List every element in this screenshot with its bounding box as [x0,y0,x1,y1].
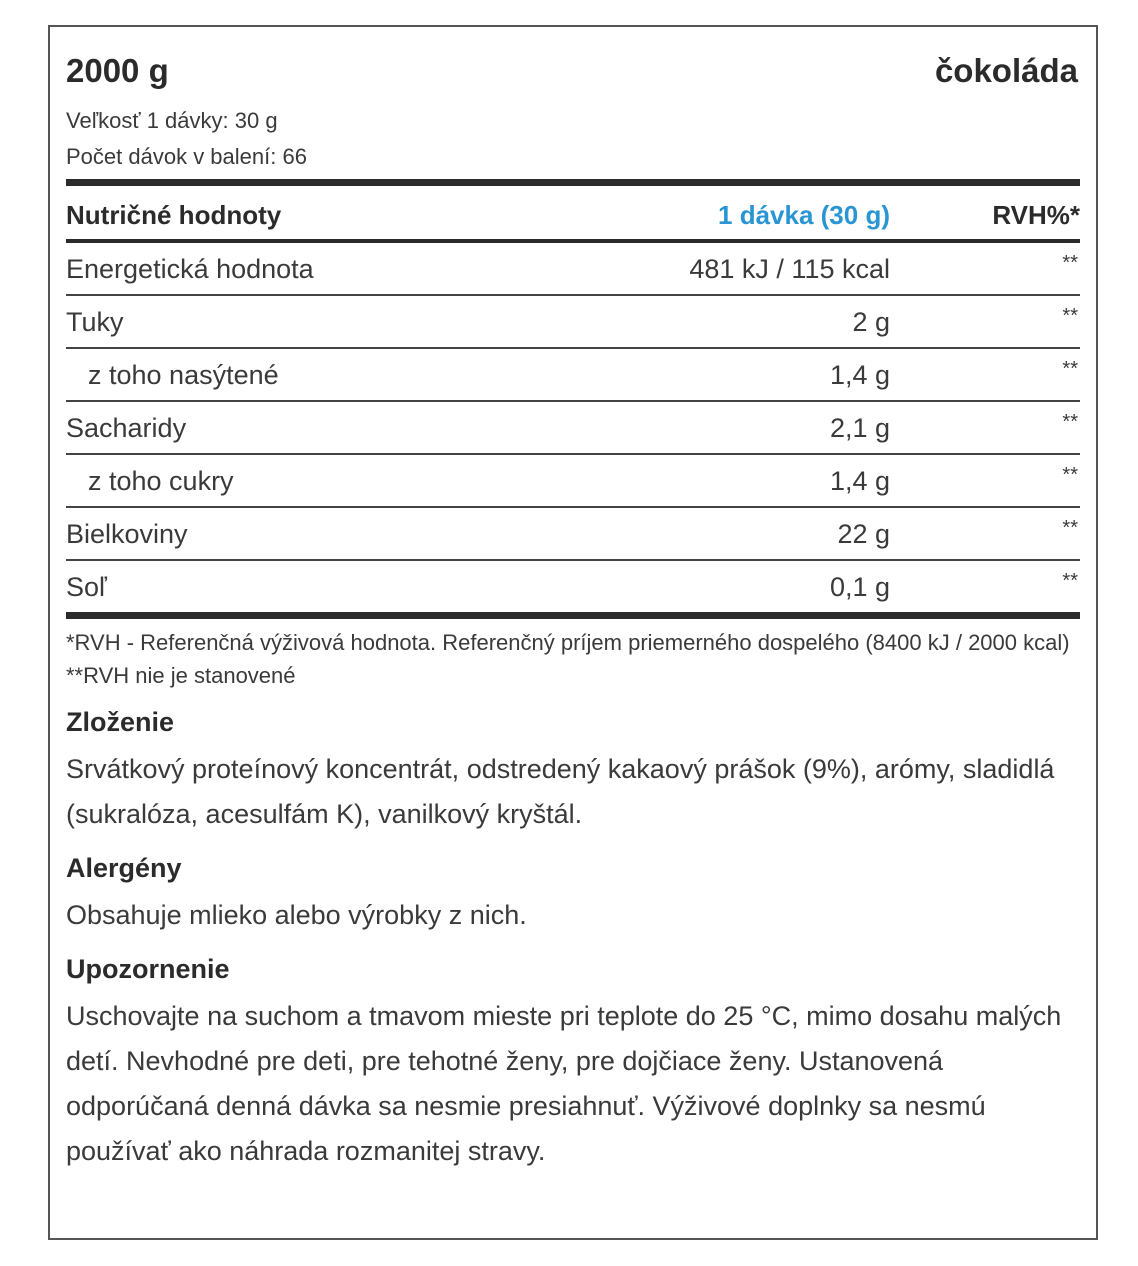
nutrient-name: z toho nasýtené [88,360,279,390]
nutrient-value: 1,4 g [829,360,890,390]
table-row [66,402,1080,453]
table-row [66,349,1080,400]
column-per-serving: 1 dávka (30 g) [718,200,890,230]
column-nutrition: Nutričné hodnoty [66,200,282,230]
nutrient-value: 481 kJ / 115 kcal [689,254,890,284]
nutrient-rvh: ** [1062,570,1078,592]
nutrient-rvh: ** [1062,358,1078,380]
nutrient-rvh: ** [1062,464,1078,486]
flavor-name: čokoláda [934,52,1078,89]
column-rvh: RVH%* [992,200,1080,230]
nutrient-value: 22 g [837,519,890,549]
serving-size: Veľkosť 1 dávky: 30 g [66,108,278,133]
label-content [66,27,1080,1174]
warning-text: Uschovajte na suchom a tmavom mieste pri teplote do 25 °C, mimo dosahu malých detí. Nevhodné pre deti, pre tehotné ženy, pre dojčiace ženy. Ustanovená odporúčaná denná dávka sa nesmie presiahnuť. Výživové doplnky sa nesmú používať ako náhrada rozmanitej stravy. [66,1001,1062,1166]
label-header [66,27,1080,113]
nutrient-name: Sacharidy [66,413,187,443]
table-row [66,508,1080,559]
nutrient-rvh: ** [1062,305,1078,327]
nutrient-name: z toho cukry [88,466,234,496]
package-weight: 2000 g [66,52,169,89]
table-row [66,455,1080,506]
servings-per-pack: Počet dávok v balení: 66 [66,144,307,169]
rvh-footnote: *RVH - Referenčná výživová hodnota. Referenčný príjem priemerného dospelého (8400 kJ / 2000 kcal) [66,630,1070,655]
nutrient-rvh: ** [1062,517,1078,539]
nutrient-value: 1,4 g [829,466,890,496]
divider-thick [66,179,1080,186]
nutrient-rvh: ** [1062,411,1078,433]
nutrient-name: Energetická hodnota [66,254,314,284]
nutrition-table-header [66,186,1080,239]
nutrient-value: 2 g [852,307,890,337]
table-row [66,243,1080,294]
nutrient-name: Tuky [66,307,124,337]
allergens-text: Obsahuje mlieko alebo výrobky z nich. [66,900,527,930]
table-row [66,296,1080,347]
nutrient-rvh: ** [1062,252,1078,274]
allergens-title: Alergény [66,853,182,883]
nutrient-value: 0,1 g [829,572,890,602]
divider-thick [66,612,1080,619]
nutrient-value: 2,1 g [829,413,890,443]
rvh-not-set-footnote: **RVH nie je stanovené [66,663,296,688]
composition-title: Zloženie [66,707,175,737]
composition-text: Srvátkový proteínový koncentrát, odstredený kakaový prášok (9%), arómy, sladidlá (sukralóza, acesulfám K), vanilkový kryštál. [66,754,1055,829]
table-row [66,561,1080,612]
warning-title: Upozornenie [66,954,230,984]
nutrient-name: Soľ [66,572,107,602]
nutrition-label [48,25,1098,1240]
nutrient-name: Bielkoviny [66,519,188,549]
